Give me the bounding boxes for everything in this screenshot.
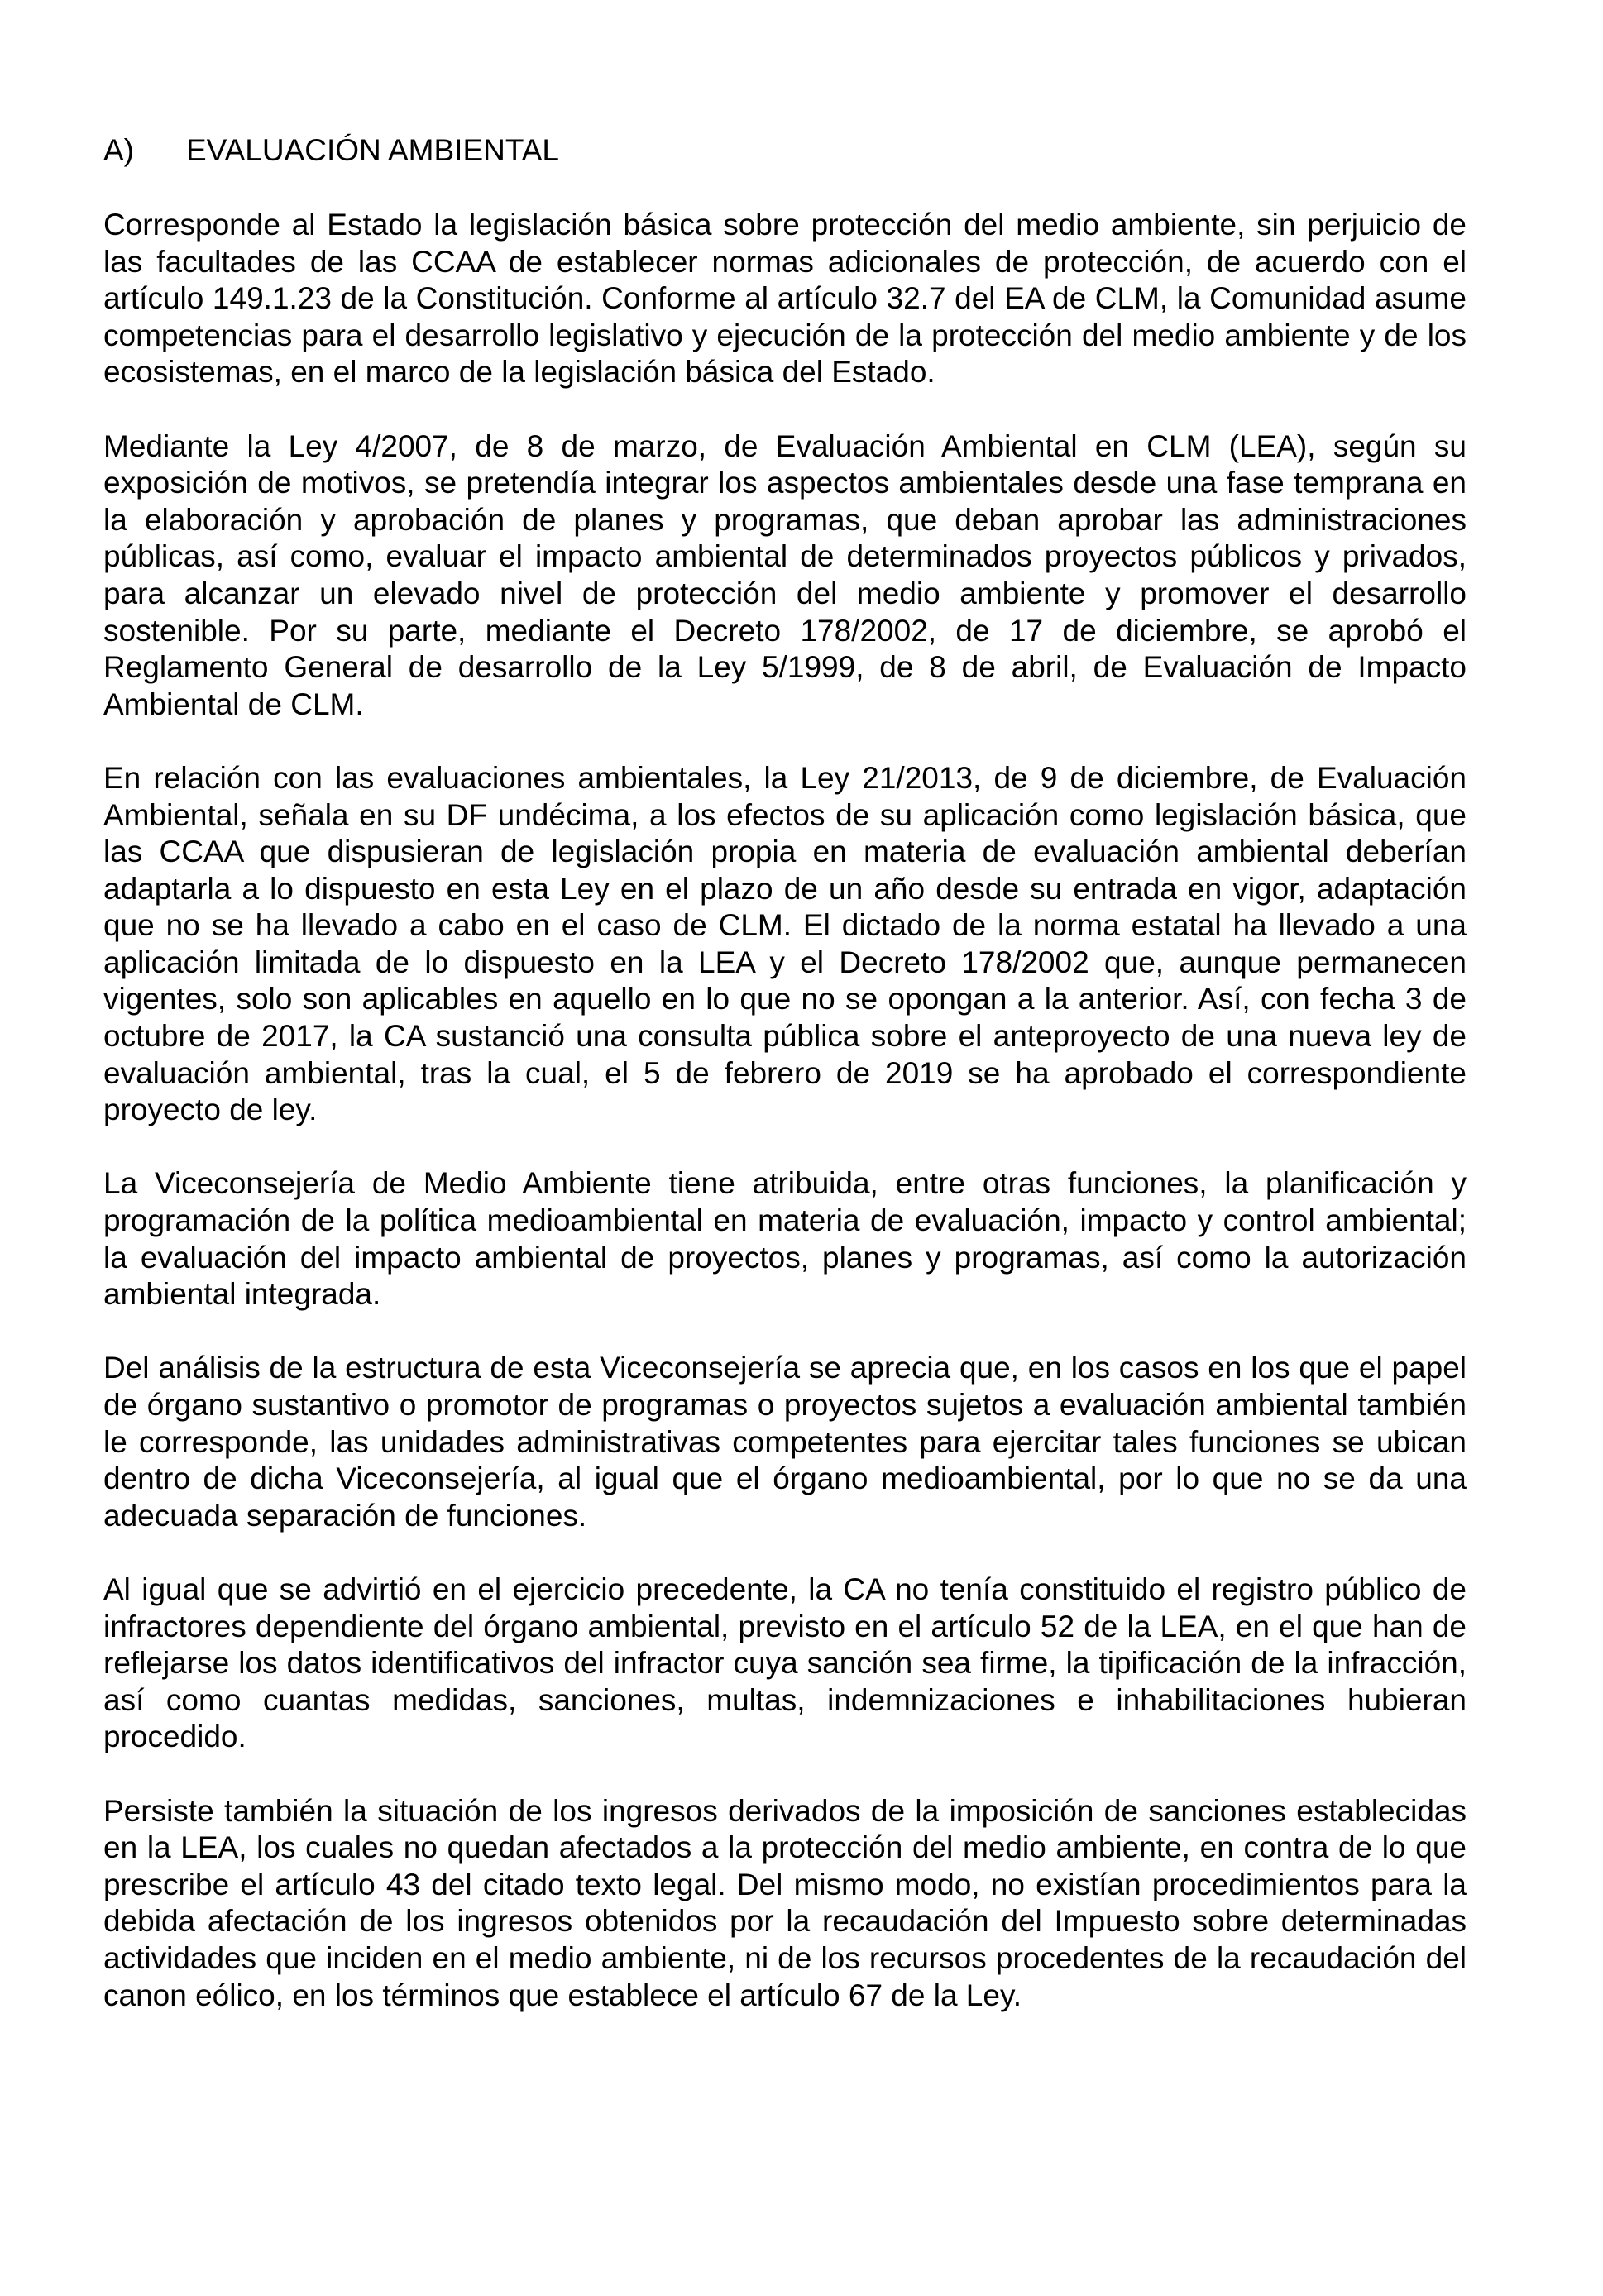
paragraph-ley-4-2007: Mediante la Ley 4/2007, de 8 de marzo, de Evaluación Ambiental en CLM (LEA), según su exposición de motivos, se pretendía integrar los aspectos ambientales desde una fase temprana en la elaboración y aprobación de planes y programas, que deban aprobar las administraciones públicas, así como, evaluar el impacto ambiental de determinados proyectos públicos y privados, para alcanzar un elevado nivel de protección del medio ambiente y promover el desarrollo sostenible. Por su parte, mediante el Decreto 178/2002, de 17 de diciembre, se aprobó el Reglamento General de desarrollo de la Ley 5/1999, de 8 de abril, de Evaluación de Impacto Ambiental de CLM. [103,428,1467,721]
paragraph-registro-infractores: Al igual que se advirtió en el ejercicio precedente, la CA no tenía constituido el registro público de infractores dependiente del órgano ambiental, previsto en el artículo 52 de la LEA, en el que han de reflejarse los datos identificativos del infractor cuya sanción sea firme, la tipificación de la infracción, así como cuantas medidas, sanciones, multas, indemnizaciones e inhabilitaciones hubieran procedido. [103,1571,1467,1754]
paragraph-viceconsejeria-funciones: La Viceconsejería de Medio Ambiente tiene atribuida, entre otras funciones, la planificación y programación de la política medioambiental en materia de evaluación, impacto y control ambiental; la evaluación del impacto ambiental de proyectos, planes y programas, así como la autorización ambiental integrada. [103,1166,1467,1312]
section-number: A) [103,133,134,167]
paragraph-ingresos-sanciones: Persiste también la situación de los ingresos derivados de la imposición de sanciones establecidas en la LEA, los cuales no quedan afectados a la protección del medio ambiente, en contra de lo que prescribe el artículo 43 del citado texto legal. Del mismo modo, no existían procedimientos para la debida afectación de los ingresos obtenidos por la recaudación del Impuesto sobre determinadas actividades que inciden en el medio ambiente, ni de los recursos procedentes de la recaudación del canon eólico, en los términos que establece el artículo 67 de la Ley. [103,1793,1467,2012]
section-heading [103,131,1467,170]
paragraph-competencias: Corresponde al Estado la legislación básica sobre protección del medio ambiente, sin perjuicio de las facultades de las CCAA de establecer normas adicionales de protección, de acuerdo con el artículo 149.1.23 de la Constitución. Conforme al artículo 32.7 del EA de CLM, la Comunidad asume competencias para el desarrollo legislativo y ejecución de la protección del medio ambiente y de los ecosistemas, en el marco de la legislación básica del Estado. [103,208,1467,390]
paragraph-separacion-funciones: Del análisis de la estructura de esta Viceconsejería se aprecia que, en los casos en los que el papel de órgano sustantivo o promotor de programas o proyectos sujetos a evaluación ambiental también le corresponde, las unidades administrativas competentes para ejercitar tales funciones se ubican dentro de dicha Viceconsejería, al igual que el órgano medioambiental, por lo que no se da una adecuada separación de funciones. [103,1351,1467,1533]
section-title: EVALUACIÓN AMBIENTAL [186,133,559,167]
paragraph-ley-21-2013: En relación con las evaluaciones ambientales, la Ley 21/2013, de 9 de diciembre, de Evaluación Ambiental, señala en su DF undécima, a los efectos de su aplicación como legislación básica, que las CCAA que dispusieran de legislación propia en materia de evaluación ambiental deberían adaptarla a lo dispuesto en esta Ley en el plazo de un año desde su entrada en vigor, adaptación que no se ha llevado a cabo en el caso de CLM. El dictado de la norma estatal ha llevado a una aplicación limitada de lo dispuesto en la LEA y el Decreto 178/2002 que, aunque permanecen vigentes, solo son aplicables en aquello en lo que no se opongan a la anterior. Así, con fecha 3 de octubre de 2017, la CA sustanció una consulta pública sobre el anteproyecto de una nueva ley de evaluación ambiental, tras la cual, el 5 de febrero de 2019 se ha aprobado el correspondiente proyecto de ley. [103,760,1467,1127]
document-page [103,131,1467,2051]
